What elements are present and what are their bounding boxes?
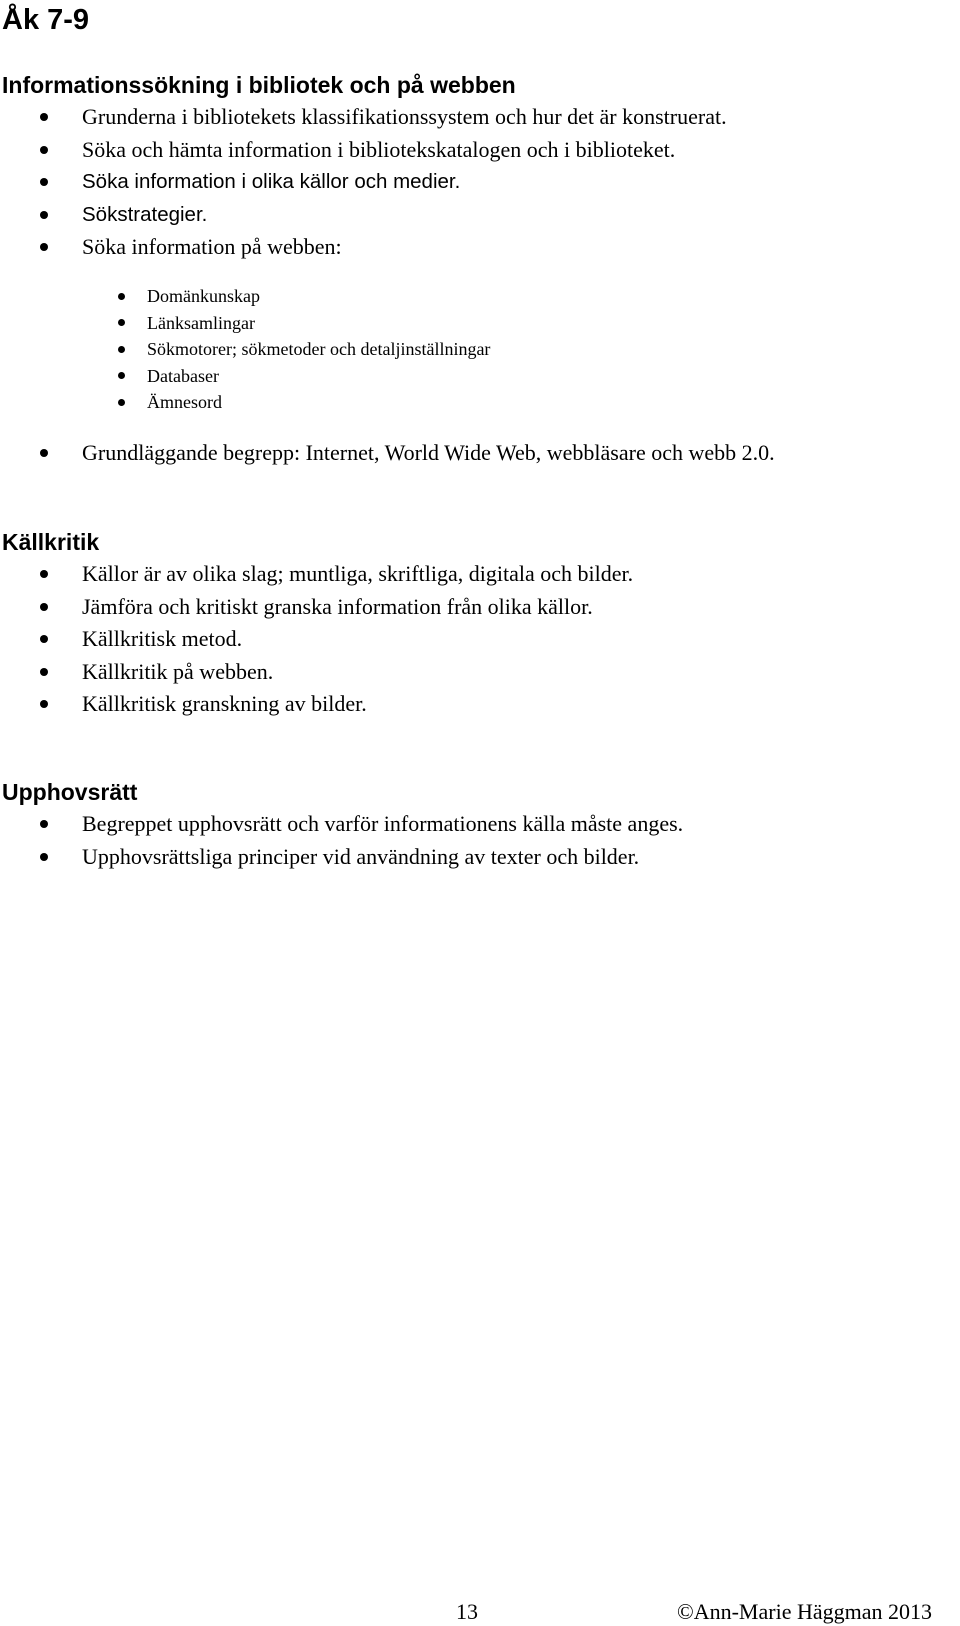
- info-list-top: [0, 101, 727, 264]
- section-heading-informationssokning: Informationssökning i bibliotek och på webben: [2, 72, 516, 98]
- bullet-icon: [40, 668, 48, 676]
- bullet-icon: [40, 853, 48, 861]
- bullet-icon: [40, 700, 48, 708]
- bullet-icon: [40, 570, 48, 578]
- bullet-icon: [40, 820, 48, 828]
- section-heading-kallkritik: Källkritik: [2, 529, 100, 555]
- bullet-icon: [40, 211, 48, 219]
- list-item: Söka och hämta information i bibliotekskatalogen och i biblioteket.: [0, 134, 727, 167]
- bullet-icon: [40, 635, 48, 643]
- page-number: 13: [456, 1599, 478, 1624]
- list-item: Grunderna i bibliotekets klassifikationssystem och hur det är konstruerat.: [0, 101, 727, 134]
- list-item: Begreppet upphovsrätt och varför informationens källa måste anges.: [0, 808, 683, 841]
- copyright-notice: ©Ann-Marie Häggman 2013: [677, 1599, 932, 1624]
- bullet-icon: [40, 603, 48, 611]
- info-sub-list: [0, 283, 490, 416]
- sub-list-item: Domänkunskap: [0, 283, 490, 310]
- upphovsratt-list: [0, 808, 683, 873]
- kallkritik-list: [0, 558, 633, 721]
- bullet-icon: [40, 146, 48, 154]
- list-item: Grundläggande begrepp: Internet, World Wide Web, webbläsare och webb 2.0.: [0, 437, 775, 470]
- list-item: Jämföra och kritiskt granska information från olika källor.: [0, 591, 633, 624]
- page-title: Åk 7-9: [2, 4, 90, 36]
- section-heading-upphovsratt: Upphovsrätt: [2, 779, 138, 805]
- sub-list-item: Databaser: [0, 363, 490, 390]
- list-item: Källkritik på webben.: [0, 656, 633, 689]
- bullet-icon: [118, 346, 125, 353]
- sub-list-item: Länksamlingar: [0, 310, 490, 337]
- bullet-icon: [118, 372, 125, 379]
- sub-list-item: Ämnesord: [0, 389, 490, 416]
- sub-list-item: Sökmotorer; sökmetoder och detaljinställningar: [0, 336, 490, 363]
- bullet-icon: [118, 399, 125, 406]
- bullet-icon: [40, 113, 48, 121]
- list-item: Söka information i olika källor och medier.: [0, 166, 727, 199]
- list-item: Källkritisk granskning av bilder.: [0, 688, 633, 721]
- list-item: Upphovsrättsliga principer vid användning av texter och bilder.: [0, 841, 683, 874]
- bullet-icon: [40, 243, 48, 251]
- bullet-icon: [40, 178, 48, 186]
- list-item: Sökstrategier.: [0, 199, 727, 232]
- list-item: Söka information på webben:: [0, 231, 727, 264]
- bullet-icon: [40, 449, 48, 457]
- list-item: Källkritisk metod.: [0, 623, 633, 656]
- list-item: Källor är av olika slag; muntliga, skriftliga, digitala och bilder.: [0, 558, 633, 591]
- bullet-icon: [118, 319, 125, 326]
- info-list-bottom: [0, 437, 775, 470]
- bullet-icon: [118, 293, 125, 300]
